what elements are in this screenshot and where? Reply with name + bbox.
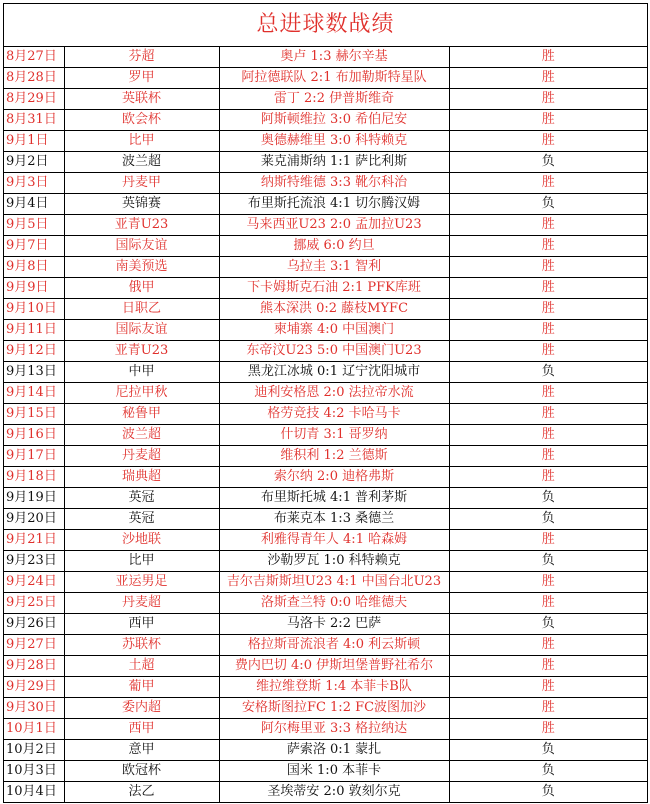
league-cell: 比甲 bbox=[64, 551, 219, 572]
league-cell: 土超 bbox=[64, 656, 219, 677]
table-row bbox=[4, 194, 647, 215]
match-cell: 圣埃蒂安 2:0 敦刻尔克 bbox=[219, 782, 449, 803]
table-row bbox=[4, 656, 647, 677]
result-cell: 胜 bbox=[449, 404, 647, 425]
date-cell: 9月26日 bbox=[4, 614, 64, 635]
league-cell: 日职乙 bbox=[64, 299, 219, 320]
league-cell: 国际友谊 bbox=[64, 236, 219, 257]
table-row bbox=[4, 341, 647, 362]
date-cell: 9月17日 bbox=[4, 446, 64, 467]
match-cell: 布里斯托流浪 4:1 切尔腾汉姆 bbox=[219, 194, 449, 215]
result-cell: 胜 bbox=[449, 719, 647, 740]
match-cell: 阿拉德联队 2:1 布加勒斯特星队 bbox=[219, 68, 449, 89]
table-row bbox=[4, 110, 647, 131]
result-cell: 胜 bbox=[449, 446, 647, 467]
date-cell: 9月12日 bbox=[4, 341, 64, 362]
match-cell: 下卡姆斯克石油 2:1 PFK库班 bbox=[219, 278, 449, 299]
table-row bbox=[4, 572, 647, 593]
match-cell: 阿斯顿维拉 3:0 希伯尼安 bbox=[219, 110, 449, 131]
match-cell: 东帝汶U23 5:0 中国澳门U23 bbox=[219, 341, 449, 362]
match-cell: 索尔纳 2:0 迪格弗斯 bbox=[219, 467, 449, 488]
result-cell: 胜 bbox=[449, 89, 647, 110]
league-cell: 国际友谊 bbox=[64, 320, 219, 341]
league-cell: 尼拉甲秋 bbox=[64, 383, 219, 404]
result-cell: 胜 bbox=[449, 131, 647, 152]
result-cell: 负 bbox=[449, 362, 647, 383]
league-cell: 中甲 bbox=[64, 362, 219, 383]
date-cell: 10月2日 bbox=[4, 740, 64, 761]
result-cell: 胜 bbox=[449, 425, 647, 446]
table-row bbox=[4, 782, 647, 803]
league-cell: 法乙 bbox=[64, 782, 219, 803]
results-table-body bbox=[4, 47, 647, 803]
league-cell: 沙地联 bbox=[64, 530, 219, 551]
match-cell: 格劳竞技 4:2 卡哈马卡 bbox=[219, 404, 449, 425]
league-cell: 罗甲 bbox=[64, 68, 219, 89]
table-row bbox=[4, 383, 647, 404]
date-cell: 9月21日 bbox=[4, 530, 64, 551]
result-cell: 胜 bbox=[449, 236, 647, 257]
match-cell: 安格斯图拉FC 1:2 FC波图加沙 bbox=[219, 698, 449, 719]
table-row bbox=[4, 173, 647, 194]
league-cell: 波兰超 bbox=[64, 425, 219, 446]
table-row bbox=[4, 698, 647, 719]
result-cell: 胜 bbox=[449, 635, 647, 656]
result-cell: 胜 bbox=[449, 593, 647, 614]
league-cell: 亚青U23 bbox=[64, 215, 219, 236]
match-cell: 萨索洛 0:1 蒙扎 bbox=[219, 740, 449, 761]
date-cell: 9月2日 bbox=[4, 152, 64, 173]
table-row bbox=[4, 257, 647, 278]
date-cell: 9月9日 bbox=[4, 278, 64, 299]
table-row bbox=[4, 299, 647, 320]
result-cell: 胜 bbox=[449, 299, 647, 320]
match-cell: 熊本深洪 0:2 藤枝MYFC bbox=[219, 299, 449, 320]
result-cell: 胜 bbox=[449, 110, 647, 131]
date-cell: 9月16日 bbox=[4, 425, 64, 446]
result-cell: 胜 bbox=[449, 320, 647, 341]
league-cell: 英锦赛 bbox=[64, 194, 219, 215]
match-cell: 洛斯查兰特 0:0 哈维德夫 bbox=[219, 593, 449, 614]
date-cell: 9月29日 bbox=[4, 677, 64, 698]
match-cell: 国米 1:0 本菲卡 bbox=[219, 761, 449, 782]
match-cell: 格拉斯哥流浪者 4:0 利云斯顿 bbox=[219, 635, 449, 656]
league-cell: 秘鲁甲 bbox=[64, 404, 219, 425]
date-cell: 10月1日 bbox=[4, 719, 64, 740]
date-cell: 9月7日 bbox=[4, 236, 64, 257]
match-cell: 奥德赫维里 3:0 科特赖克 bbox=[219, 131, 449, 152]
table-row bbox=[4, 509, 647, 530]
result-cell: 负 bbox=[449, 509, 647, 530]
table-row bbox=[4, 131, 647, 152]
result-cell: 胜 bbox=[449, 278, 647, 299]
date-cell: 9月30日 bbox=[4, 698, 64, 719]
match-cell: 纳斯特维德 3:3 靴尔科治 bbox=[219, 173, 449, 194]
result-cell: 负 bbox=[449, 152, 647, 173]
league-cell: 委内超 bbox=[64, 698, 219, 719]
league-cell: 英联杯 bbox=[64, 89, 219, 110]
result-cell: 负 bbox=[449, 551, 647, 572]
table-row bbox=[4, 404, 647, 425]
match-cell: 利雅得青年人 4:1 哈森姆 bbox=[219, 530, 449, 551]
league-cell: 丹麦甲 bbox=[64, 173, 219, 194]
date-cell: 8月31日 bbox=[4, 110, 64, 131]
table-row bbox=[4, 635, 647, 656]
league-cell: 亚青U23 bbox=[64, 341, 219, 362]
results-table bbox=[4, 47, 647, 803]
result-cell: 胜 bbox=[449, 68, 647, 89]
table-row bbox=[4, 89, 647, 110]
match-cell: 黑龙江冰城 0:1 辽宁沈阳城市 bbox=[219, 362, 449, 383]
date-cell: 9月23日 bbox=[4, 551, 64, 572]
league-cell: 丹麦超 bbox=[64, 593, 219, 614]
result-cell: 胜 bbox=[449, 530, 647, 551]
table-row bbox=[4, 593, 647, 614]
league-cell: 葡甲 bbox=[64, 677, 219, 698]
league-cell: 英冠 bbox=[64, 509, 219, 530]
date-cell: 9月10日 bbox=[4, 299, 64, 320]
match-cell: 费内巴切 4:0 伊斯坦堡普野社希尔 bbox=[219, 656, 449, 677]
league-cell: 英冠 bbox=[64, 488, 219, 509]
league-cell: 瑞典超 bbox=[64, 467, 219, 488]
date-cell: 9月25日 bbox=[4, 593, 64, 614]
league-cell: 亚运男足 bbox=[64, 572, 219, 593]
match-cell: 挪威 6:0 约旦 bbox=[219, 236, 449, 257]
date-cell: 10月3日 bbox=[4, 761, 64, 782]
league-cell: 波兰超 bbox=[64, 152, 219, 173]
league-cell: 意甲 bbox=[64, 740, 219, 761]
result-cell: 负 bbox=[449, 488, 647, 509]
table-row bbox=[4, 551, 647, 572]
result-cell: 胜 bbox=[449, 383, 647, 404]
result-cell: 胜 bbox=[449, 698, 647, 719]
date-cell: 9月18日 bbox=[4, 467, 64, 488]
match-cell: 莱克浦斯纳 1:1 萨比利斯 bbox=[219, 152, 449, 173]
match-cell: 乌拉圭 3:1 智利 bbox=[219, 257, 449, 278]
match-cell: 沙勒罗瓦 1:0 科特赖克 bbox=[219, 551, 449, 572]
date-cell: 9月20日 bbox=[4, 509, 64, 530]
date-cell: 9月24日 bbox=[4, 572, 64, 593]
date-cell: 9月27日 bbox=[4, 635, 64, 656]
league-cell: 丹麦超 bbox=[64, 446, 219, 467]
date-cell: 9月1日 bbox=[4, 131, 64, 152]
league-cell: 苏联杯 bbox=[64, 635, 219, 656]
match-cell: 马洛卡 2:2 巴萨 bbox=[219, 614, 449, 635]
table-row bbox=[4, 614, 647, 635]
match-cell: 柬埔寨 4:0 中国澳门 bbox=[219, 320, 449, 341]
table-row bbox=[4, 362, 647, 383]
league-cell: 比甲 bbox=[64, 131, 219, 152]
table-row bbox=[4, 47, 647, 68]
match-cell: 维积利 1:2 兰德斯 bbox=[219, 446, 449, 467]
match-cell: 阿尔梅里亚 3:3 格拉纳达 bbox=[219, 719, 449, 740]
league-cell: 南美预选 bbox=[64, 257, 219, 278]
date-cell: 9月13日 bbox=[4, 362, 64, 383]
table-row bbox=[4, 425, 647, 446]
table-row bbox=[4, 278, 647, 299]
table-row bbox=[4, 215, 647, 236]
result-cell: 胜 bbox=[449, 173, 647, 194]
result-cell: 胜 bbox=[449, 257, 647, 278]
date-cell: 9月3日 bbox=[4, 173, 64, 194]
result-cell: 负 bbox=[449, 782, 647, 803]
table-row bbox=[4, 761, 647, 782]
league-cell: 西甲 bbox=[64, 719, 219, 740]
result-cell: 胜 bbox=[449, 341, 647, 362]
date-cell: 10月4日 bbox=[4, 782, 64, 803]
result-cell: 胜 bbox=[449, 467, 647, 488]
date-cell: 8月27日 bbox=[4, 47, 64, 68]
result-cell: 负 bbox=[449, 614, 647, 635]
league-cell: 俄甲 bbox=[64, 278, 219, 299]
result-cell: 胜 bbox=[449, 47, 647, 68]
match-cell: 布莱克本 1:3 桑德兰 bbox=[219, 509, 449, 530]
match-cell: 雷丁 2:2 伊普斯维奇 bbox=[219, 89, 449, 110]
result-cell: 胜 bbox=[449, 215, 647, 236]
match-cell: 马来西亚U23 2:0 孟加拉U23 bbox=[219, 215, 449, 236]
date-cell: 9月4日 bbox=[4, 194, 64, 215]
results-sheet bbox=[3, 3, 648, 803]
match-cell: 奥卢 1:3 赫尔辛基 bbox=[219, 47, 449, 68]
table-row bbox=[4, 68, 647, 89]
table-row bbox=[4, 236, 647, 257]
match-cell: 布里斯托城 4:1 普利茅斯 bbox=[219, 488, 449, 509]
table-row bbox=[4, 320, 647, 341]
date-cell: 9月5日 bbox=[4, 215, 64, 236]
table-row bbox=[4, 152, 647, 173]
table-row bbox=[4, 488, 647, 509]
page-title: 总进球数战绩 bbox=[4, 4, 647, 47]
date-cell: 9月15日 bbox=[4, 404, 64, 425]
league-cell: 欧冠杯 bbox=[64, 761, 219, 782]
result-cell: 胜 bbox=[449, 572, 647, 593]
result-cell: 负 bbox=[449, 194, 647, 215]
table-row bbox=[4, 467, 647, 488]
date-cell: 8月29日 bbox=[4, 89, 64, 110]
date-cell: 9月19日 bbox=[4, 488, 64, 509]
date-cell: 8月28日 bbox=[4, 68, 64, 89]
date-cell: 9月8日 bbox=[4, 257, 64, 278]
table-row bbox=[4, 677, 647, 698]
league-cell: 欧会杯 bbox=[64, 110, 219, 131]
match-cell: 什切青 3:1 哥罗纳 bbox=[219, 425, 449, 446]
table-row bbox=[4, 740, 647, 761]
match-cell: 吉尔吉斯斯坦U23 4:1 中国台北U23 bbox=[219, 572, 449, 593]
date-cell: 9月14日 bbox=[4, 383, 64, 404]
match-cell: 迪利安格恩 2:0 法拉帝水流 bbox=[219, 383, 449, 404]
result-cell: 胜 bbox=[449, 656, 647, 677]
result-cell: 负 bbox=[449, 740, 647, 761]
date-cell: 9月28日 bbox=[4, 656, 64, 677]
league-cell: 芬超 bbox=[64, 47, 219, 68]
date-cell: 9月11日 bbox=[4, 320, 64, 341]
result-cell: 胜 bbox=[449, 677, 647, 698]
match-cell: 维拉维登斯 1:4 本菲卡B队 bbox=[219, 677, 449, 698]
table-row bbox=[4, 719, 647, 740]
league-cell: 西甲 bbox=[64, 614, 219, 635]
table-row bbox=[4, 446, 647, 467]
result-cell: 负 bbox=[449, 761, 647, 782]
table-row bbox=[4, 530, 647, 551]
